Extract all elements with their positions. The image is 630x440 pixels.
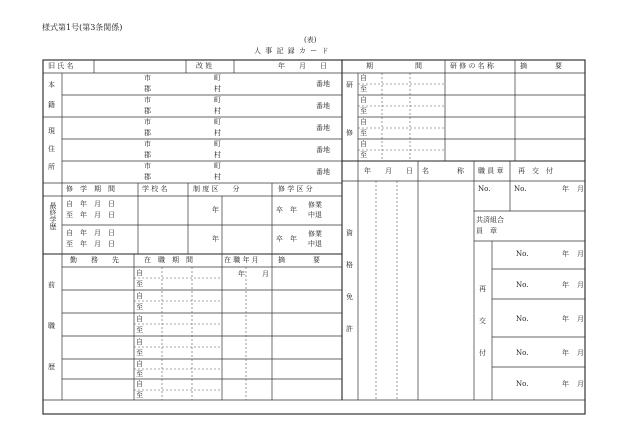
- reissue-month: 月: [577, 250, 584, 258]
- addr-banchi: 番地: [316, 168, 330, 176]
- reissue-month: 月: [577, 349, 584, 357]
- genjusho-char-3: 所: [48, 163, 55, 171]
- edu-row1-dropout: 中退: [308, 211, 322, 219]
- addr-son: 村: [214, 173, 221, 181]
- addr-banchi: 番地: [316, 124, 330, 132]
- edu-row1-to: 至 年 月 日: [66, 211, 115, 219]
- career-to: 至: [136, 349, 143, 357]
- license-header-badge: 職 員 章: [478, 167, 504, 175]
- reissue-year: 年: [562, 250, 569, 258]
- edu-header-school: 学 校 名: [142, 185, 168, 193]
- edu-side-label: 最終学歴: [49, 202, 57, 230]
- addr-shi: 市: [144, 74, 151, 82]
- addr-gun: 郡: [144, 107, 151, 115]
- form-number: 様式第1号(第3条関係): [42, 23, 123, 32]
- addr-cho: 町: [214, 74, 221, 82]
- reissue-month: 月: [577, 380, 584, 388]
- edu-row2-to: 至 年 月 日: [66, 240, 115, 248]
- career-from: 自: [136, 269, 143, 277]
- addr-shi: 市: [144, 118, 151, 126]
- addr-shi: 市: [144, 162, 151, 170]
- addr-gun: 郡: [144, 151, 151, 159]
- reissue-year: 年: [562, 315, 569, 323]
- training-from: 自: [360, 140, 367, 148]
- addr-banchi: 番地: [316, 146, 330, 154]
- addr-shi: 市: [144, 140, 151, 148]
- training-header-period: 期 間: [366, 62, 422, 70]
- edu-row1-grad: 卒 年: [276, 206, 297, 214]
- license-header-name: 名 称: [422, 167, 464, 175]
- career-to: 至: [136, 391, 143, 399]
- edu-row2-grad: 卒 年: [276, 235, 297, 243]
- former-name-label: 旧 氏 名: [48, 62, 74, 70]
- career-header-employer: 勤 務 先: [70, 256, 119, 264]
- reissue-side-2: 交: [479, 317, 486, 325]
- addr-son: 村: [214, 107, 221, 115]
- name-change-label: 改 姓: [196, 62, 213, 70]
- training-side-2: 修: [346, 129, 353, 137]
- addr-son: 村: [214, 151, 221, 159]
- license-side-3: 免: [346, 293, 353, 301]
- edu-row2-from: 自 年 月 日: [66, 229, 115, 237]
- reissue-year: 年: [562, 185, 569, 193]
- career-to: 至: [136, 280, 143, 288]
- reissue-side-3: 付: [479, 349, 486, 357]
- training-to: 至: [360, 85, 367, 93]
- addr-banchi: 番地: [316, 80, 330, 88]
- edu-row1-complete: 修業: [308, 201, 322, 209]
- honseki-char-1: 本: [48, 81, 55, 89]
- addr-cho: 町: [214, 140, 221, 148]
- reissue-no: No.: [516, 281, 529, 289]
- edu-header-system: 制 度 区 分: [193, 185, 240, 193]
- badge-no: No.: [478, 185, 491, 193]
- name-change-date: 年 月 日: [278, 62, 327, 70]
- license-side-1: 資: [346, 229, 353, 237]
- reissue-no: No.: [514, 185, 527, 193]
- form-title: 人 事 記 録 カ ー ド: [254, 47, 330, 55]
- career-from: 自: [136, 292, 143, 300]
- training-from: 自: [360, 118, 367, 126]
- career-to: 至: [136, 303, 143, 311]
- career-header-remarks: 摘 要: [278, 256, 320, 264]
- addr-son: 村: [214, 129, 221, 137]
- edu-header-period: 修 学 期 間: [66, 185, 115, 193]
- reissue-year: 年: [562, 380, 569, 388]
- license-header-reissue: 再 交 付: [518, 167, 553, 175]
- addr-gun: 郡: [144, 129, 151, 137]
- training-to: 至: [360, 107, 367, 115]
- reissue-side-1: 再: [479, 285, 486, 293]
- addr-gun: 郡: [144, 173, 151, 181]
- edu-row2-dropout: 中退: [308, 240, 322, 248]
- edu-row1-year: 年: [212, 206, 219, 214]
- reissue-month: 月: [577, 281, 584, 289]
- career-side-1: 前: [48, 281, 55, 289]
- reissue-month: 月: [577, 315, 584, 323]
- edu-row1-from: 自 年 月 日: [66, 200, 115, 208]
- career-to: 至: [136, 370, 143, 378]
- reissue-no: No.: [516, 349, 529, 357]
- career-to: 至: [136, 326, 143, 334]
- license-side-2: 格: [346, 261, 353, 269]
- kyosai-label-1: 共済組合: [476, 216, 504, 224]
- addr-shi: 市: [144, 96, 151, 104]
- reissue-no: No.: [516, 250, 529, 258]
- career-side-3: 歴: [48, 363, 55, 371]
- career-from: 自: [136, 360, 143, 368]
- training-header-remarks: 摘 要: [520, 62, 562, 70]
- career-header-tenure: 在 職 年 月: [224, 256, 259, 264]
- genjusho-char-1: 現: [48, 127, 55, 135]
- addr-cho: 町: [214, 162, 221, 170]
- training-side-1: 研: [346, 81, 353, 89]
- training-from: 自: [360, 74, 367, 82]
- addr-banchi: 番地: [316, 102, 330, 110]
- training-from: 自: [360, 96, 367, 104]
- career-side-2: 職: [48, 322, 55, 330]
- training-to: 至: [360, 129, 367, 137]
- training-header-name: 研 修 の 名 称: [450, 62, 494, 70]
- honseki-char-2: 籍: [48, 101, 55, 109]
- career-header-period: 在 職 期 間: [144, 256, 193, 264]
- addr-son: 村: [214, 85, 221, 93]
- reissue-no: No.: [516, 380, 529, 388]
- reissue-month: 月: [577, 185, 584, 193]
- reissue-year: 年: [562, 349, 569, 357]
- training-to: 至: [360, 151, 367, 159]
- addr-cho: 町: [214, 118, 221, 126]
- career-tenure-year: 年: [238, 270, 245, 278]
- edu-row2-complete: 修業: [308, 230, 322, 238]
- kyosai-label-2: 員 章: [476, 227, 497, 235]
- career-from: 自: [136, 380, 143, 388]
- addr-cho: 町: [214, 96, 221, 104]
- addr-gun: 郡: [144, 85, 151, 93]
- form-side-label: (表): [304, 36, 317, 44]
- career-from: 自: [136, 338, 143, 346]
- career-from: 自: [136, 315, 143, 323]
- license-header-date: 年 月 日: [364, 167, 413, 175]
- edu-row2-year: 年: [212, 235, 219, 243]
- edu-header-category: 修 学 区 分: [278, 185, 313, 193]
- license-side-4: 許: [346, 325, 353, 333]
- reissue-no: No.: [516, 315, 529, 323]
- genjusho-char-2: 住: [48, 145, 55, 153]
- reissue-year: 年: [562, 281, 569, 289]
- career-tenure-month: 月: [262, 270, 269, 278]
